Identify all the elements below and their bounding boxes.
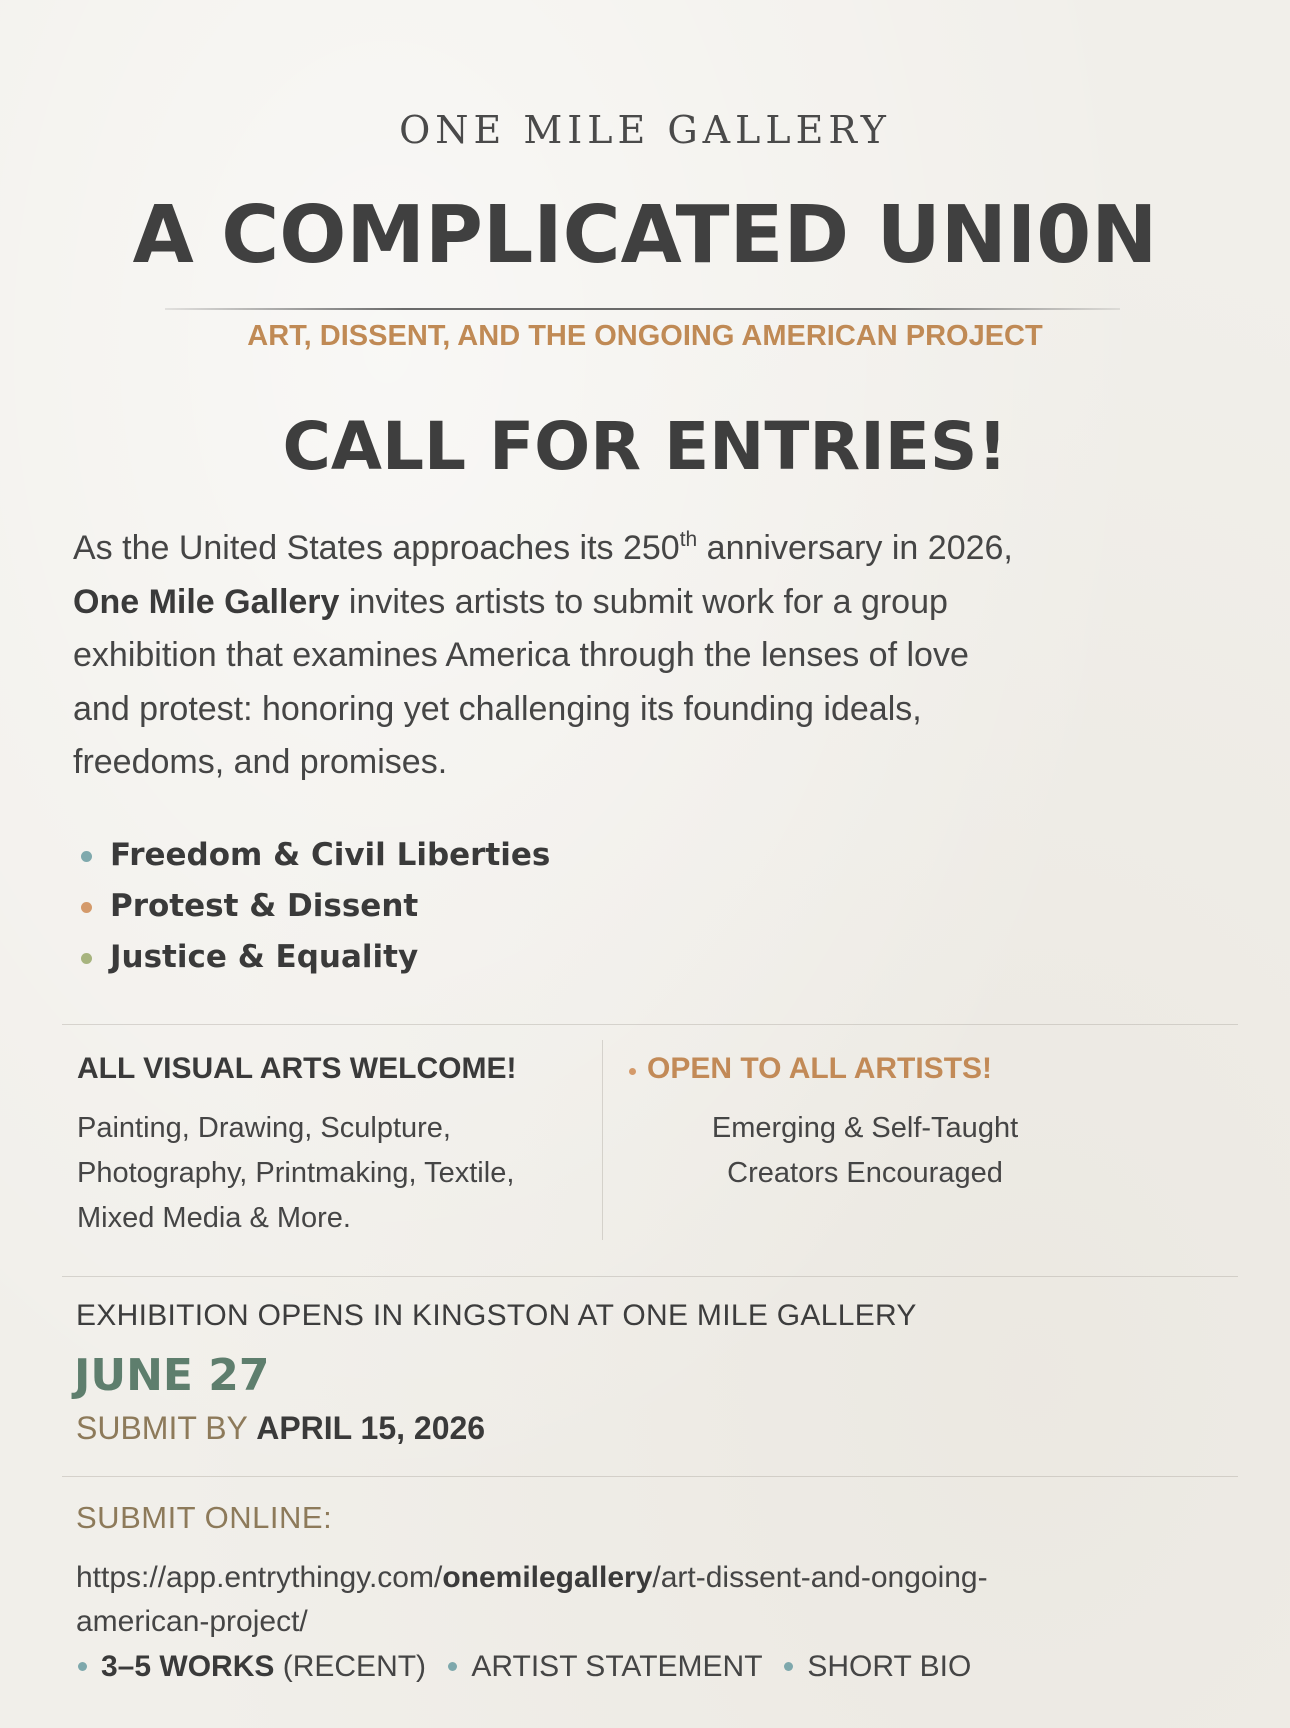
deadline-label: SUBMIT BY	[76, 1410, 257, 1446]
theme-item	[78, 932, 550, 983]
open-artists-heading	[647, 1052, 992, 1086]
bullet-dot-icon	[78, 1662, 87, 1671]
gallery-name: ONE MILE GALLERY	[399, 108, 891, 152]
bullet-dot-icon	[784, 1662, 793, 1671]
open-heading-text: OPEN TO ALL ARTISTS!	[647, 1052, 993, 1085]
arts-line: Photography, Printmaking, Textile,	[77, 1157, 515, 1189]
submission-requirements	[76, 1650, 971, 1684]
themes-list	[78, 830, 550, 983]
bullet-dot-icon	[448, 1662, 457, 1671]
submission-url[interactable]	[76, 1556, 1236, 1644]
section-divider	[62, 1276, 1238, 1277]
url-part[interactable]: https://app.entrythingy.com/	[76, 1561, 443, 1594]
intro-line: exhibition that examines America through the lenses of love	[73, 636, 969, 674]
intro-text: invites artists to submit work for a group	[339, 582, 948, 621]
theme-item	[78, 881, 550, 932]
intro-line: and protest: honoring yet challenging its founding ideals,	[73, 689, 922, 728]
intro-line: freedoms, and promises.	[73, 743, 448, 781]
bullet-dot-icon	[629, 1068, 636, 1075]
gallery-name-inline: One Mile Gallery	[73, 582, 340, 621]
submission-deadline	[76, 1410, 485, 1447]
works-count: 3–5 WORKS	[101, 1650, 275, 1683]
bullet-dot-icon	[81, 851, 92, 862]
artist-statement-req: ARTIST STATEMENT	[471, 1650, 762, 1683]
intro-line	[73, 576, 1133, 630]
deadline-date: APRIL 15, 2026	[256, 1410, 486, 1446]
url-line[interactable]	[76, 1556, 1236, 1600]
call-for-entries-heading: CALL FOR ENTRIES!	[282, 408, 1008, 485]
url-line[interactable]: american-project/	[76, 1605, 308, 1638]
section-divider	[62, 1024, 1238, 1025]
bullet-dot-icon	[81, 902, 92, 913]
section-divider	[62, 1476, 1238, 1477]
short-bio-req: SHORT BIO	[807, 1650, 972, 1683]
open-line: Emerging & Self-Taught	[711, 1112, 1019, 1144]
bullet-dot-icon	[81, 953, 92, 964]
theme-item	[78, 830, 550, 881]
title-divider	[165, 308, 1120, 310]
exhibition-location: EXHIBITION OPENS IN KINGSTON AT ONE MILE GALLERY	[76, 1299, 917, 1332]
submit-online-label: SUBMIT ONLINE:	[76, 1500, 333, 1535]
intro-line	[73, 522, 1133, 576]
works-note: (RECENT)	[274, 1650, 427, 1683]
intro-text: anniversary in 2026,	[697, 529, 1013, 567]
open-line: Creators Encouraged	[727, 1157, 1003, 1189]
intro-text: As the United States approaches its 250	[73, 529, 680, 567]
opening-date: JUNE 27	[74, 1350, 270, 1401]
open-artists-text	[600, 1106, 1130, 1196]
visual-arts-list	[77, 1106, 607, 1241]
theme-label: Protest & Dissent	[110, 888, 419, 924]
ordinal-suffix: th	[679, 528, 698, 551]
arts-line: Mixed Media & More.	[77, 1202, 351, 1234]
intro-paragraph	[73, 522, 1133, 790]
exhibition-subtitle: ART, DISSENT, AND THE ONGOING AMERICAN PROJECT	[247, 320, 1043, 352]
url-part[interactable]: /art-dissent-and-ongoing-	[652, 1561, 988, 1594]
theme-label: Freedom & Civil Liberties	[110, 837, 551, 873]
visual-arts-heading: ALL VISUAL ARTS WELCOME!	[77, 1052, 517, 1085]
arts-line: Painting, Drawing, Sculpture,	[77, 1112, 451, 1144]
theme-label: Justice & Equality	[110, 939, 419, 975]
exhibition-title: A COMPLICATED UNI0N	[132, 189, 1158, 281]
url-part[interactable]: onemilegallery	[442, 1561, 653, 1594]
